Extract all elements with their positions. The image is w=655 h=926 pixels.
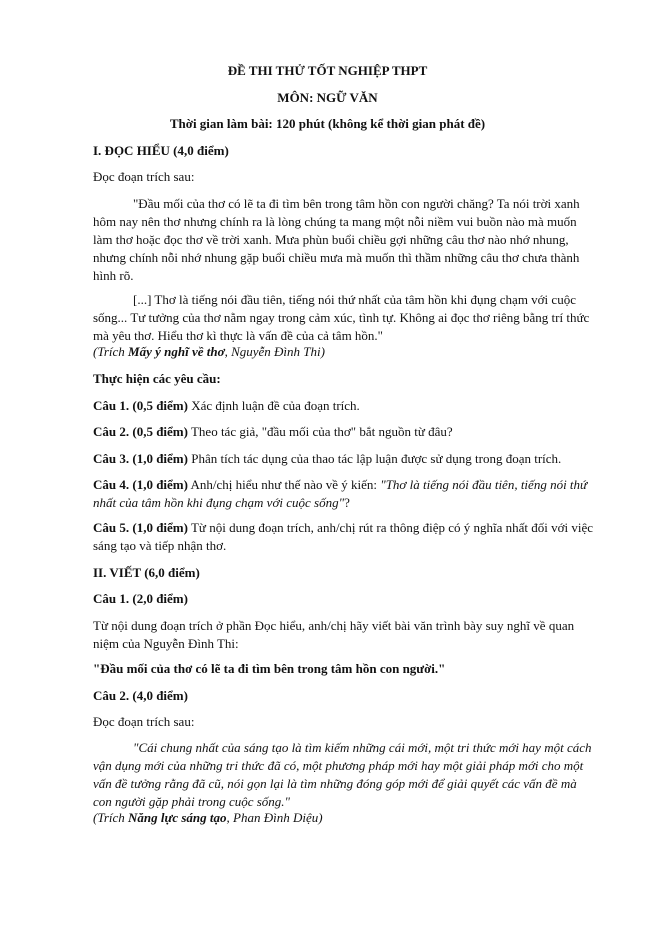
excerpt-paragraph-1: "Đầu mối của thơ có lẽ ta đi tìm bên trong tâm hồn con người chăng? Ta nói trời xanh hôm nay nên thơ nhưng chính ra là lòng chúng ta mang một nỗi niềm vui buồn nào mà muốn làm thơ hoặc đọc thơ về trời xanh. Mưa phùn buổi chiều gợi những câu thơ nào nhớ nhung, nhưng chính nỗi nhớ nhung gặp buổi chiều mưa mà muốn thì thầm những câu thơ chưa thành hình rõ.	[93, 196, 580, 283]
exam-time: Thời gian làm bài: 120 phút (không kể thời gian phát đề)	[169, 116, 486, 131]
question-2	[93, 423, 593, 441]
question-5	[93, 519, 593, 555]
question-label: Câu 4. (1,0 điểm)	[93, 477, 188, 492]
question-1	[93, 397, 593, 415]
source-suffix: , Phan Đình Diệu)	[226, 810, 323, 825]
part2-q1-text: Từ nội dung đoạn trích ở phần Đọc hiểu, anh/chị hãy viết bài văn trình bày suy nghĩ về quan niệm của Nguyễn Đình Thi:	[93, 618, 575, 651]
question-4	[93, 476, 593, 512]
tasks-heading: Thực hiện các yêu cầu:	[93, 371, 221, 386]
part2-heading: II. VIẾT (6,0 điểm)	[93, 565, 200, 580]
source-prefix: (Trích	[93, 344, 129, 359]
question-label: Câu 5. (1,0 điểm)	[93, 520, 188, 535]
question-label: Câu 3. (1,0 điểm)	[93, 451, 188, 466]
question-text: Phân tích tác dụng của thao tác lập luận được sử dụng trong đoạn trích.	[187, 451, 562, 466]
part2-q1-quote: "Đầu mối của thơ có lẽ ta đi tìm bên trong tâm hồn con người."	[93, 661, 446, 676]
excerpt-source	[93, 343, 593, 361]
question-label: Câu 1. (0,5 điểm)	[93, 398, 188, 413]
exam-subject: MÔN: NGỮ VĂN	[277, 90, 378, 105]
question-text: Từ nội dung đoạn trích, anh/chị rút ra thông điệp có ý nghĩa nhất đối với việc sáng tạo và tiếp nhận thơ.	[93, 520, 594, 553]
question-after: ?	[344, 495, 350, 510]
part2-q2-source	[93, 809, 593, 827]
question-3	[93, 450, 593, 468]
part1-intro: Đọc đoạn trích sau:	[93, 169, 195, 184]
source-title: Mấy ý nghĩ về thơ	[128, 344, 225, 359]
source-title: Năng lực sáng tạo	[128, 810, 227, 825]
source-prefix: (Trích	[93, 810, 129, 825]
part2-q1-label: Câu 1. (2,0 điểm)	[93, 591, 188, 606]
part2-q2-quote: "Cái chung nhất của sáng tạo là tìm kiếm những cái mới, một tri thức mới hay một cách vận dụng mới của những tri thức đã có, một phương pháp mới hay một giải pháp mới cho một vấn đề tưởng rằng đã cũ, nói gọn lại là tìm những đóng góp mới để giải quyết các vấn đề mà con người gặp phải trong cuộc sống."	[93, 740, 592, 809]
part1-heading: I. ĐỌC HIỂU (4,0 điểm)	[93, 143, 229, 158]
excerpt-paragraph-2: [...] Thơ là tiếng nói đầu tiên, tiếng nói thứ nhất của tâm hồn khi đụng chạm với cuộc sống... Tư tưởng của thơ nằm ngay trong cảm xúc, tình tự. Không ai đọc thơ riêng bằng trí thức mà yêu thơ. Hiểu thơ kì thực là vấn đề của cả tâm hồn."	[93, 292, 590, 343]
exam-title: ĐỀ THI THỬ TỐT NGHIỆP THPT	[227, 63, 428, 78]
question-label: Câu 2. (0,5 điểm)	[93, 424, 188, 439]
question-text: Theo tác giả, "đầu mối của thơ" bắt nguồn từ đâu?	[187, 424, 453, 439]
question-text: Xác định luận đề của đoạn trích.	[187, 398, 360, 413]
part2-q2-label: Câu 2. (4,0 điểm)	[93, 688, 188, 703]
part2-q2-intro: Đọc đoạn trích sau:	[93, 714, 195, 729]
question-quote: "Thơ là tiếng nói đầu tiên, tiếng nói thứ nhất của tâm hồn khi đụng chạm với cuộc sống"	[93, 477, 588, 510]
question-text: Anh/chị hiểu như thế nào về ý kiến:	[187, 477, 381, 492]
source-suffix: , Nguyễn Đình Thi)	[224, 344, 325, 359]
